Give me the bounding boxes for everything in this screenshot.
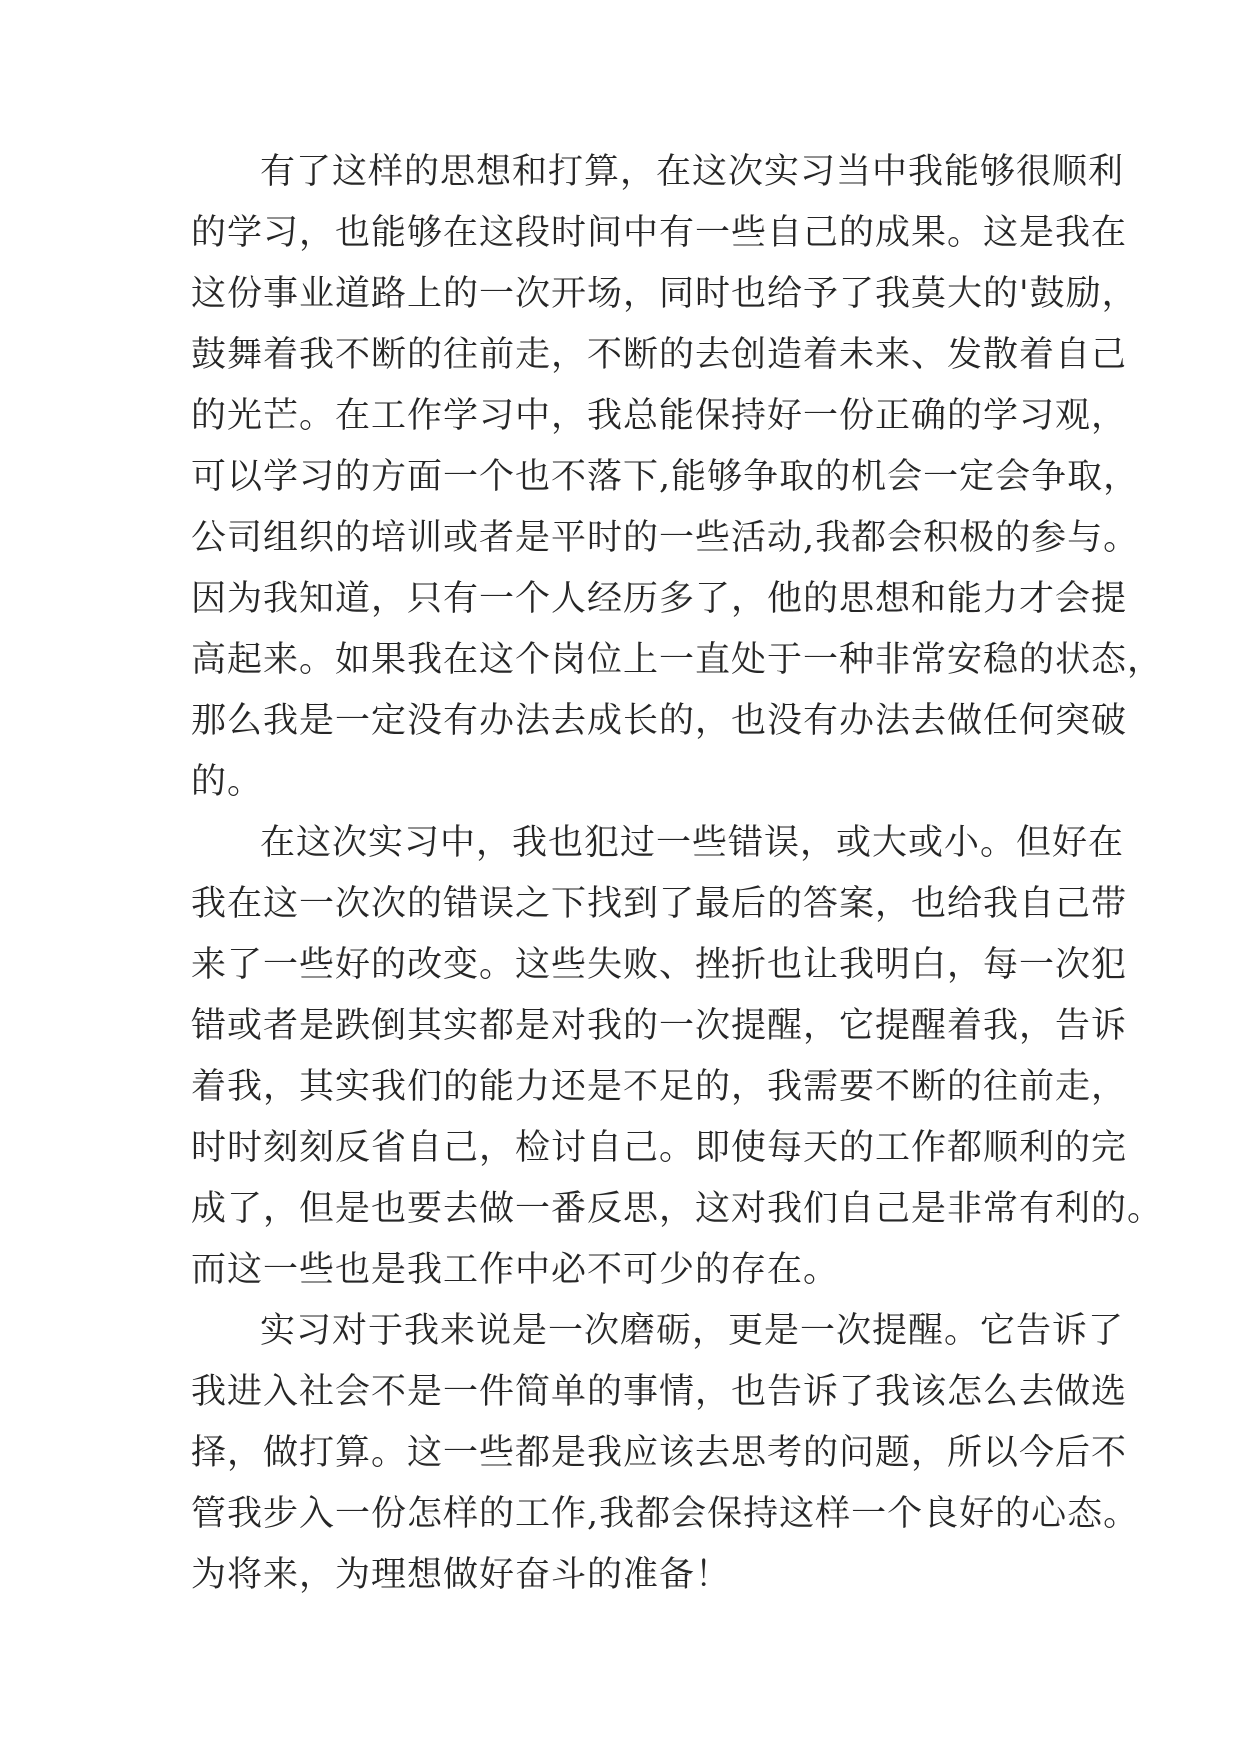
paragraph-line: 鼓舞着我不断的往前走，不断的去创造着未来、发散着自己: [191, 335, 1128, 375]
paragraph-line: 高起来。如果我在这个岗位上一直处于一种非常安稳的状态，: [191, 640, 1164, 680]
paragraph-line: 择，做打算。这一些都是我应该去思考的问题，所以今后不: [191, 1433, 1128, 1473]
paragraph-line: 错或者是跌倒其实都是对我的一次提醒，它提醒着我，告诉: [191, 1006, 1128, 1046]
paragraph-line: 实习对于我来说是一次磨砺，更是一次提醒。它告诉了: [260, 1311, 1125, 1351]
paragraph-line: 我在这一次次的错误之下找到了最后的答案，也给我自己带: [191, 884, 1128, 924]
paragraph-line: 可以学习的方面一个也不落下,能够争取的机会一定会争取，: [191, 457, 1140, 497]
paragraph-line: 来了一些好的改变。这些失败、挫折也让我明白，每一次犯: [191, 945, 1128, 985]
paragraph-line: 为将来，为理想做好奋斗的准备！: [191, 1555, 732, 1595]
paragraph-line: 有了这样的思想和打算，在这次实习当中我能够很顺利: [260, 152, 1125, 192]
paragraph-line: 时时刻刻反省自己，检讨自己。即使每天的工作都顺利的完: [191, 1128, 1128, 1168]
paragraph-line: 的。: [191, 762, 264, 802]
paragraph-line: 成了，但是也要去做一番反思，这对我们自己是非常有利的。: [191, 1189, 1164, 1229]
paragraph-line: 的光芒。在工作学习中，我总能保持好一份正确的学习观，: [191, 396, 1128, 436]
paragraph-line: 因为我知道，只有一个人经历多了，他的思想和能力才会提: [191, 579, 1128, 619]
paragraph-line: 管我步入一份怎样的工作,我都会保持这样一个良好的心态。: [191, 1494, 1140, 1534]
paragraph-line: 这份事业道路上的一次开场，同时也给予了我莫大的'鼓励，: [191, 274, 1138, 314]
paragraph-line: 而这一些也是我工作中必不可少的存在。: [191, 1250, 840, 1290]
paragraph-line: 着我，其实我们的能力还是不足的，我需要不断的往前走，: [191, 1067, 1128, 1107]
paragraph-line: 的学习，也能够在这段时间中有一些自己的成果。这是我在: [191, 213, 1128, 253]
paragraph-line: 那么我是一定没有办法去成长的，也没有办法去做任何突破: [191, 701, 1128, 741]
paragraph-line: 我进入社会不是一件简单的事情，也告诉了我该怎么去做选: [191, 1372, 1128, 1412]
paragraph-line: 公司组织的培训或者是平时的一些活动,我都会积极的参与。: [191, 518, 1140, 558]
paragraph-line: 在这次实习中，我也犯过一些错误，或大或小。但好在: [260, 823, 1125, 863]
